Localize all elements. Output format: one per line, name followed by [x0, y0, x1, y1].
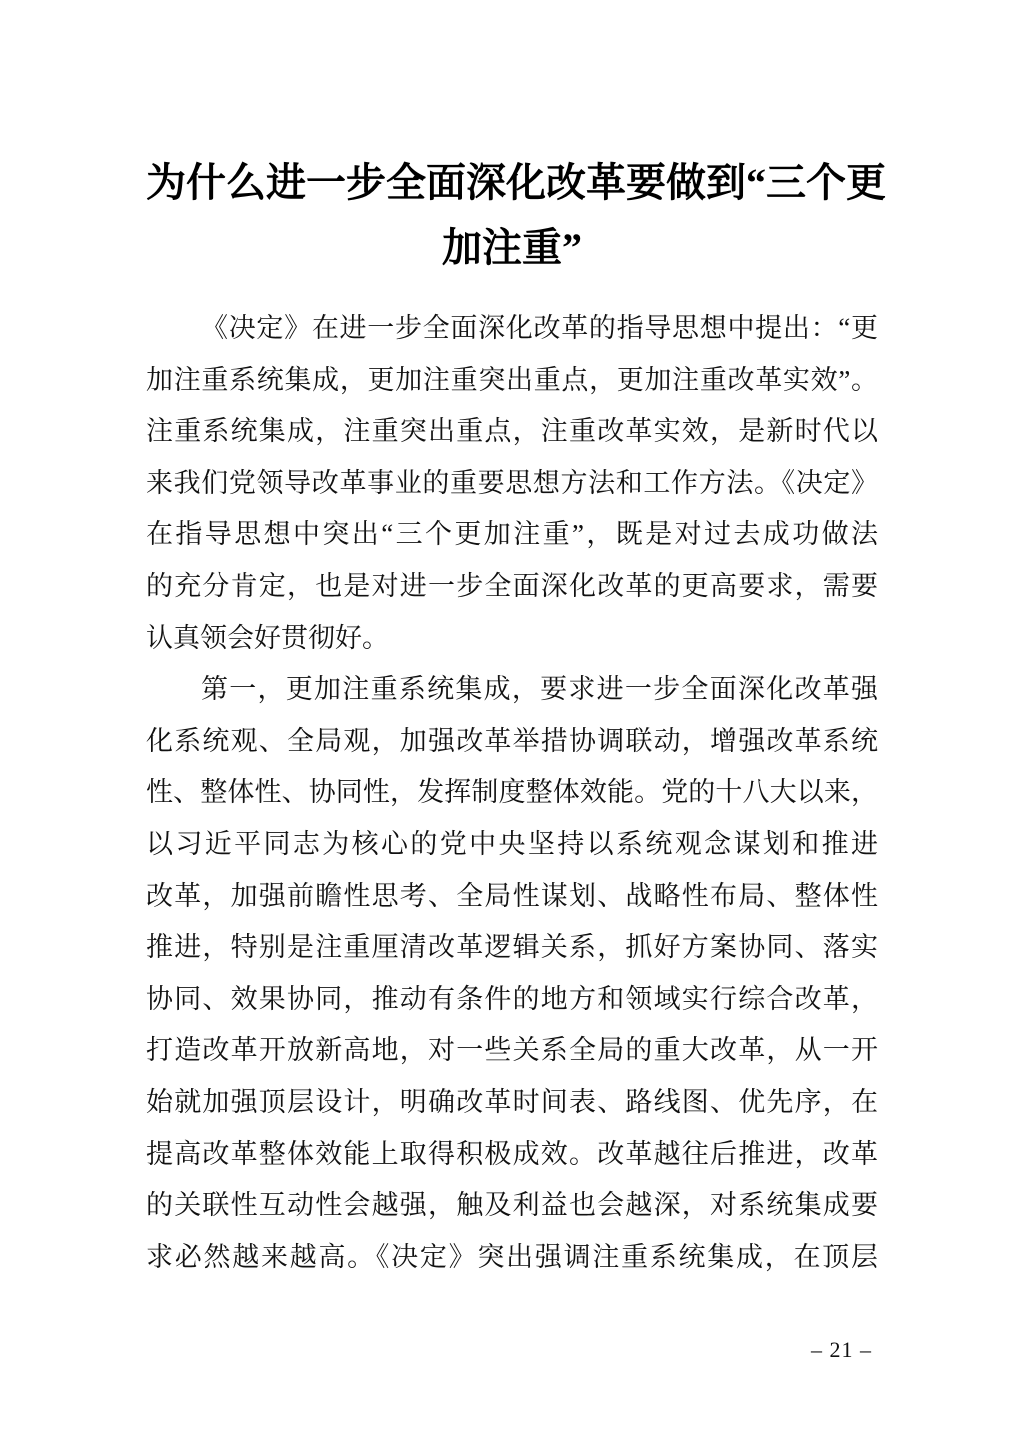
page-number: – 21 – [811, 1337, 872, 1362]
text-line: 的充分肯定，也是对进一步全面深化改革的更高要求，需要 [146, 570, 878, 601]
text-line: 《决定》在进一步全面深化改革的指导思想中提出：“更 [201, 313, 878, 343]
text-line: 打造改革开放新高地，对一些关系全局的重大改革，从一开 [146, 1035, 878, 1066]
text-line: 认真领会好贯彻好。 [146, 622, 389, 653]
text-line: 加注重系统集成，更加注重突出重点，更加注重改革实效”。 [146, 364, 878, 395]
text-line: 始就加强顶层设计，明确改革时间表、路线图、优先序，在 [146, 1086, 878, 1117]
title-line: 加注重” [442, 225, 582, 270]
text-line: 注重系统集成，注重突出重点，注重改革实效，是新时代以 [146, 416, 878, 447]
text-line: 在指导思想中突出“三个更加注重”，既是对过去成功做法 [146, 519, 878, 550]
text-line: 第一，更加注重系统集成，要求进一步全面深化改革强 [201, 674, 878, 705]
page-title [146, 150, 886, 280]
body-text [146, 303, 878, 1283]
text-line: 的关联性互动性会越强，触及利益也会越深，对系统集成要 [146, 1190, 878, 1221]
text-line: 以习近平同志为核心的党中央坚持以系统观念谋划和推进 [146, 828, 878, 859]
text-line: 化系统观、全局观，加强改革举措协调联动，增强改革系统 [146, 725, 878, 756]
text-line: 改革，加强前瞻性思考、全局性谋划、战略性布局、整体性 [146, 880, 878, 911]
text-line: 来我们党领导改革事业的重要思想方法和工作方法。《决定》 [146, 467, 878, 498]
text-line: 协同、效果协同，推动有条件的地方和领域实行综合改革， [146, 983, 878, 1014]
text-line: 性、整体性、协同性，发挥制度整体效能。党的十八大以来， [146, 777, 878, 808]
text-line: 求必然越来越高。《决定》突出强调注重系统集成，在顶层 [146, 1241, 878, 1272]
title-line: 为什么进一步全面深化改革要做到“三个更 [146, 160, 886, 205]
text-line: 提高改革整体效能上取得积极成效。改革越往后推进，改革 [146, 1138, 878, 1169]
text-line: 推进，特别是注重厘清改革逻辑关系，抓好方案协同、落实 [146, 932, 878, 963]
